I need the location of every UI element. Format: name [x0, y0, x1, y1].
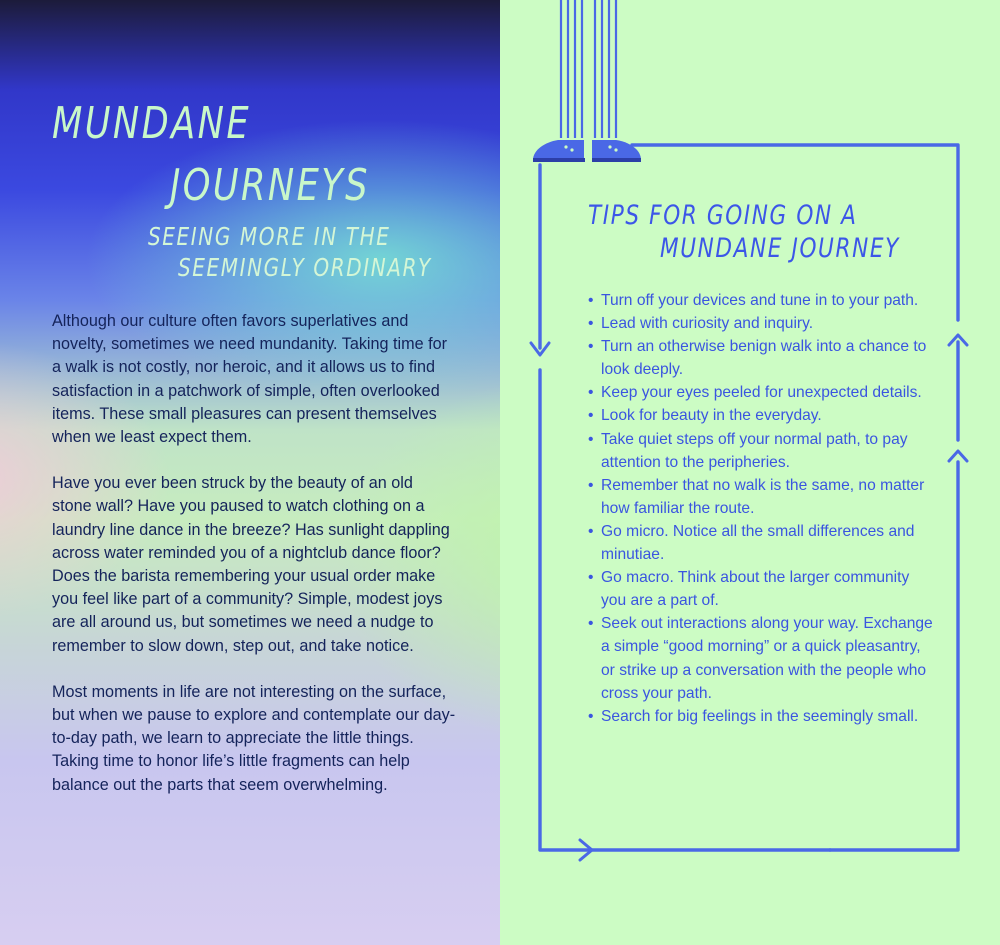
- tip-item: • Take quiet steps off your normal path, to pay attention to the peripheries.: [588, 428, 938, 474]
- tip-item: • Go micro. Notice all the small differences and minutiae.: [588, 520, 938, 566]
- paragraph-2: Have you ever been struck by the beauty of an old stone wall? Have you paused to watch clothing on a laundry line dance in the breeze? Has sunlight dappling across water reminded you of a nightclub dance floor? Does the barista remembering your usual order make you feel like part of a community? Simple, modest joys are all around us, but sometimes we need a nudge to remember to slow down, step out, and take notice.: [52, 474, 450, 655]
- tips-title-line-1: TIPS FOR GOING ON A: [588, 200, 858, 231]
- tip-item: • Search for big feelings in the seemingly small.: [588, 705, 938, 728]
- subtitle-line-1: SEEING MORE IN THE: [148, 222, 391, 251]
- body-text: [52, 310, 456, 820]
- tip-item: • Turn off your devices and tune in to your path.: [588, 289, 938, 312]
- tip-item: • Look for beauty in the everyday.: [588, 404, 938, 427]
- tip-item: • Seek out interactions along your way. Exchange a simple “good morning” or a quick pleasantry, or strike up a conversation with the people who cross your path.: [588, 612, 938, 704]
- tip-item: • Lead with curiosity and inquiry.: [588, 312, 938, 335]
- title-line-1: MUNDANE: [52, 98, 252, 149]
- paragraph-3: Most moments in life are not interesting on the surface, but when we pause to explore and contemplate our day-to-day path, we learn to appreciate the little things. Taking time to honor life’s little fragments can help balance out the parts that seem overwhelming.: [52, 682, 456, 794]
- tips-list: [588, 289, 938, 728]
- tips-title-line-2: MUNDANE JOURNEY: [660, 233, 900, 264]
- title-line-2: JOURNEYS: [170, 160, 370, 211]
- arrow-up-icon: [949, 451, 967, 461]
- tip-item: • Turn an otherwise benign walk into a chance to look deeply.: [588, 335, 938, 381]
- paragraph-1: Although our culture often favors superlatives and novelty, sometimes we need mundanity. Taking time for a walk is not costly, nor heroic, and it allows us to find satisfaction in a patchwork of simple, often overlooked items. These small pleasures can present themselves when we least expect them.: [52, 312, 447, 447]
- tip-item: • Remember that no walk is the same, no matter how familiar the route.: [588, 474, 938, 520]
- legs-illustration-icon: [530, 0, 650, 170]
- tip-item: • Keep your eyes peeled for unexpected details.: [588, 381, 938, 404]
- tip-item: • Go macro. Think about the larger community you are a part of.: [588, 566, 938, 612]
- subtitle-line-2: SEEMINGLY ORDINARY: [178, 253, 432, 282]
- right-page: [500, 0, 1000, 945]
